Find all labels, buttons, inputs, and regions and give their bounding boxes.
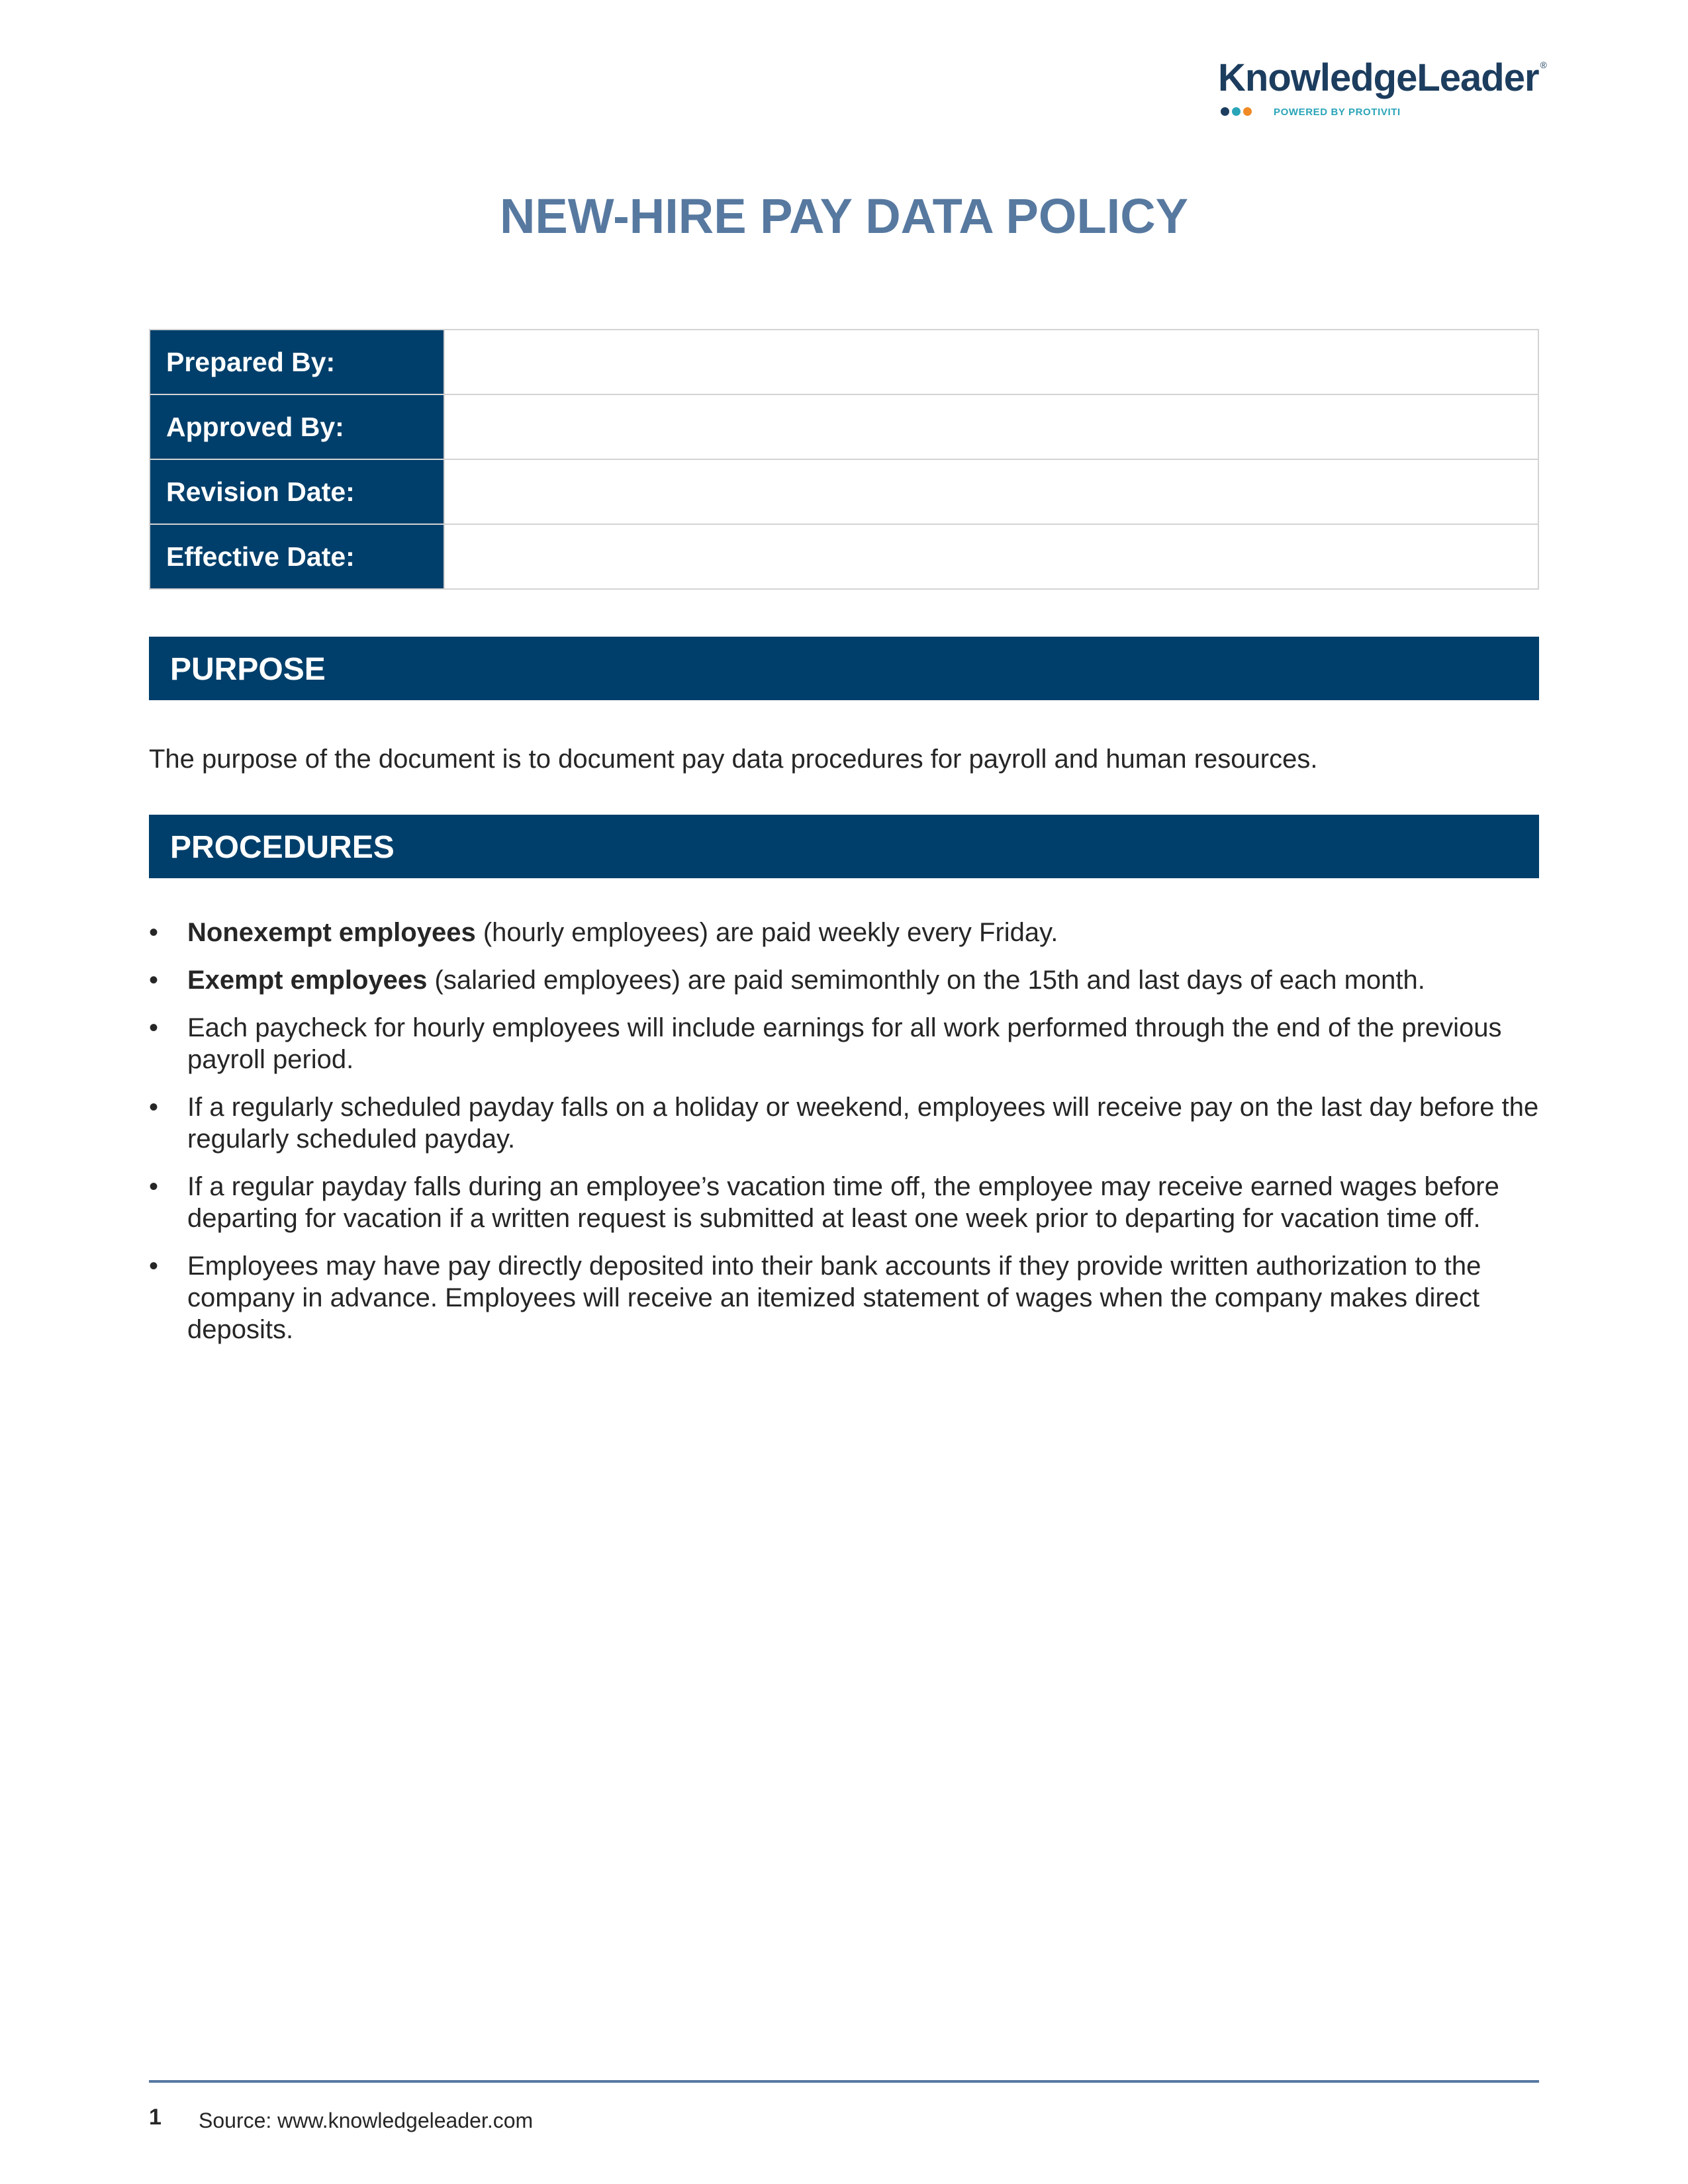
revision-date-label: Revision Date: [150,459,444,524]
info-row [150,524,1538,589]
footer-source: Source: www.knowledgeleader.com [199,2109,534,2132]
document-info-table [149,329,1539,590]
logo-wordmark: KnowledgeLeader ® [1218,56,1546,99]
bullet-icon: • [149,1251,159,1281]
procedures-heading: PROCEDURES [149,815,1539,878]
item-bold-term: Nonexempt employees [187,918,476,947]
prepared-by-label: Prepared By: [150,330,444,394]
item-bold-term: Exempt employees [187,966,428,995]
list-item [149,1091,1546,1155]
bullet-icon: • [149,1013,159,1042]
item-text: Each paycheck for hourly employees will include earnings for all work performed through the end of the previous payroll period. [187,1013,1502,1074]
logo-dot [1232,107,1241,116]
purpose-text: The purpose of the document is to document pay data procedures for payroll and human resources. [149,745,1318,774]
purpose-heading: PURPOSE [149,637,1539,700]
logo-dot [1221,107,1229,116]
effective-date-field[interactable] [444,524,1538,589]
approved-by-label: Approved By: [150,394,444,459]
info-row [150,459,1538,524]
logo-dot [1243,107,1252,116]
item-text: If a regularly scheduled payday falls on a holiday or weekend, employees will receive pay on the last day before the regularly scheduled payday. [187,1093,1539,1154]
logo-tagline: POWERED BY PROTIVITI [1274,107,1401,118]
list-item [149,917,1546,948]
bullet-icon: • [149,918,159,947]
list-item [149,1250,1546,1345]
item-text: (salaried employees) are paid semimonthly on the 15th and last days of each month. [427,966,1425,995]
list-item [149,1171,1546,1234]
info-row [150,394,1538,459]
list-item [149,1012,1546,1075]
revision-date-field[interactable] [444,459,1538,524]
procedures-list [149,917,1546,1361]
effective-date-label: Effective Date: [150,524,444,589]
prepared-by-field[interactable] [444,330,1538,394]
info-row [150,330,1538,394]
item-text: (hourly employees) are paid weekly every Friday. [475,918,1058,947]
page-number: 1 [149,2105,162,2130]
bullet-icon: • [149,966,159,995]
bullet-icon: • [149,1172,159,1201]
knowledgeleader-logo [1218,56,1549,128]
item-text: Employees may have pay directly deposited into their bank accounts if they provide written authorization to the company in advance. Employees will receive an itemized statement of wages when the company makes direct deposits. [187,1251,1481,1344]
document-title: NEW-HIRE PAY DATA POLICY [499,189,1189,244]
approved-by-field[interactable] [444,394,1538,459]
registered-mark: ® [1540,60,1546,70]
logo-dots-icon [1221,107,1254,118]
bullet-icon: • [149,1093,159,1122]
list-item [149,964,1546,996]
footer-divider [149,2080,1539,2083]
item-text: If a regular payday falls during an employee’s vacation time off, the employee may receive earned wages before departing for vacation if a written request is submitted at least one week prior to departing for vacation time off. [187,1172,1499,1233]
